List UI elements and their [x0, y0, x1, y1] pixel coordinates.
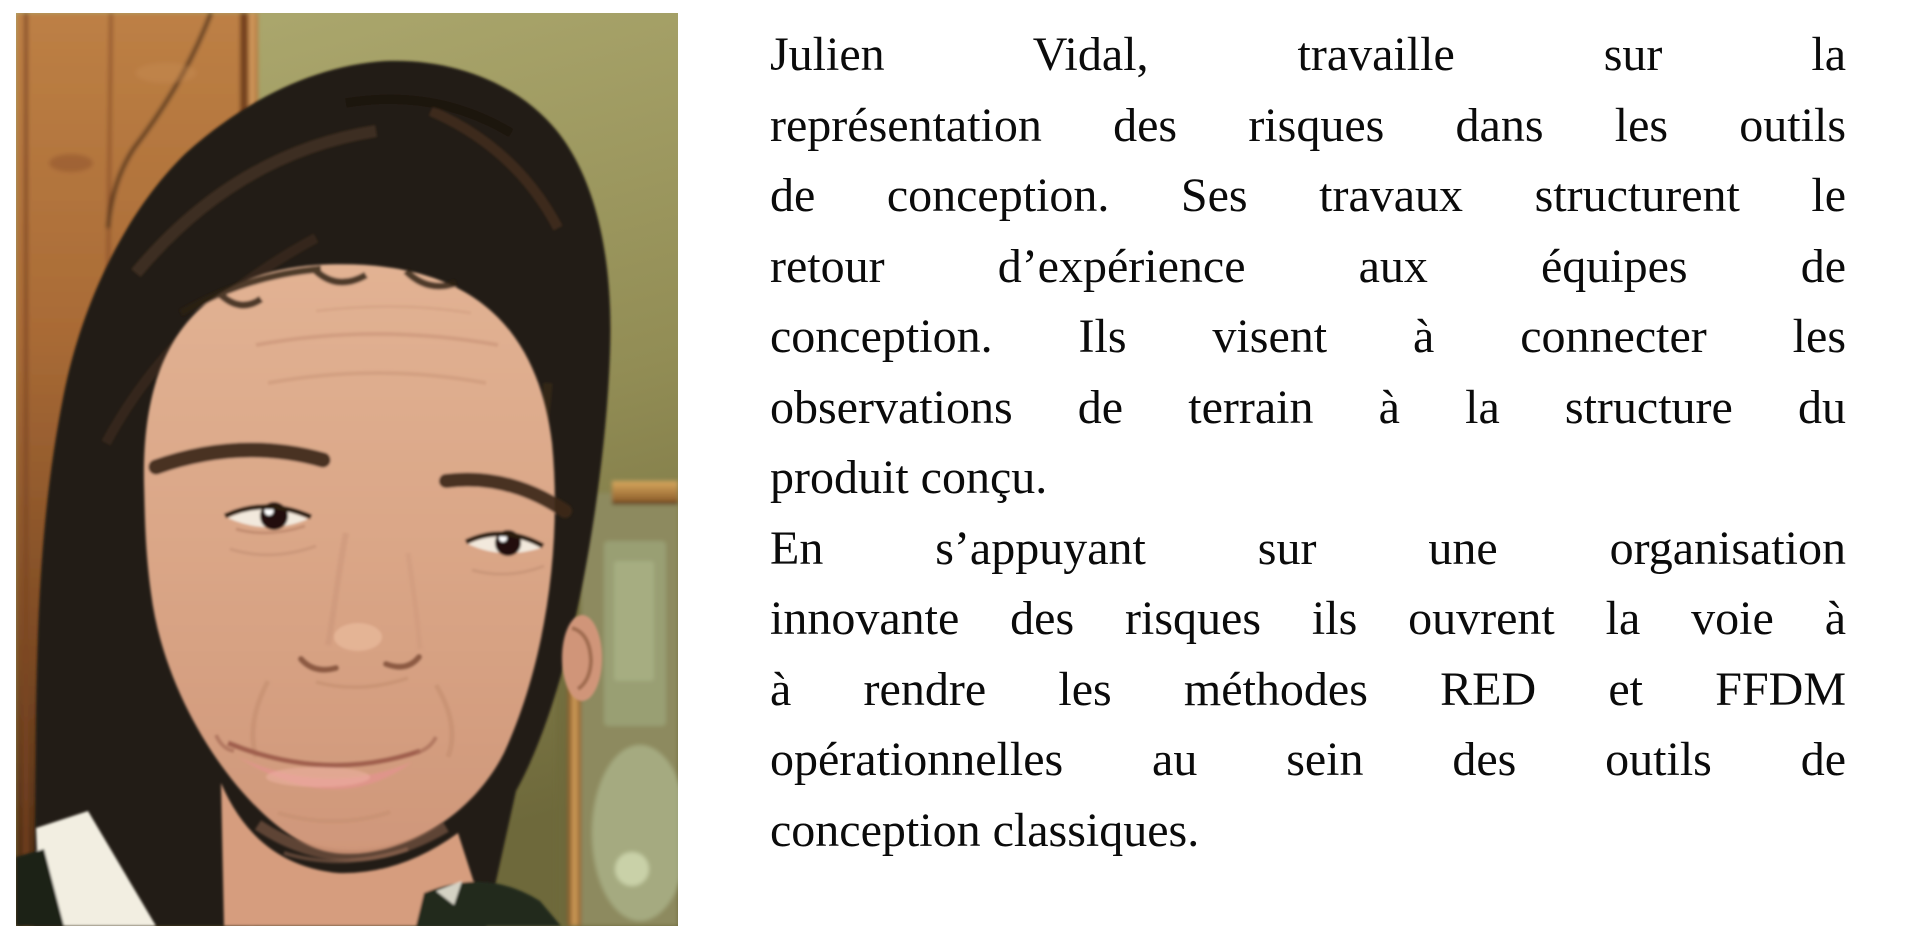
bio-text [770, 20, 1846, 866]
bio-line: conception. Ils visent à connecter les [770, 310, 1846, 363]
portrait-photo [16, 13, 678, 926]
bio-line: innovante des risques ils ouvrent la voie à [770, 592, 1846, 645]
bio-line: Julien Vidal, travaille sur la [770, 28, 1846, 81]
bio-paragraph-2 [770, 514, 1846, 867]
bio-line: de conception. Ses travaux structurent le [770, 169, 1846, 222]
bio-line: En s’appuyant sur une organisation [770, 521, 1846, 575]
bio-paragraph-1 [770, 20, 1846, 514]
bio-line: conception classiques. [770, 803, 1200, 857]
bio-line: observations de terrain à la structure du [770, 380, 1846, 434]
bio-line: opérationnelles au sein des outils de [770, 733, 1846, 786]
bio-line: représentation des risques dans les outils [770, 98, 1846, 152]
bio-line: à rendre les méthodes RED et FFDM [770, 662, 1846, 716]
bio-line: produit conçu. [770, 451, 1048, 504]
bio-line: retour d’expérience aux équipes de [770, 239, 1846, 293]
portrait-photo-canvas [16, 13, 678, 926]
ear [562, 615, 602, 701]
